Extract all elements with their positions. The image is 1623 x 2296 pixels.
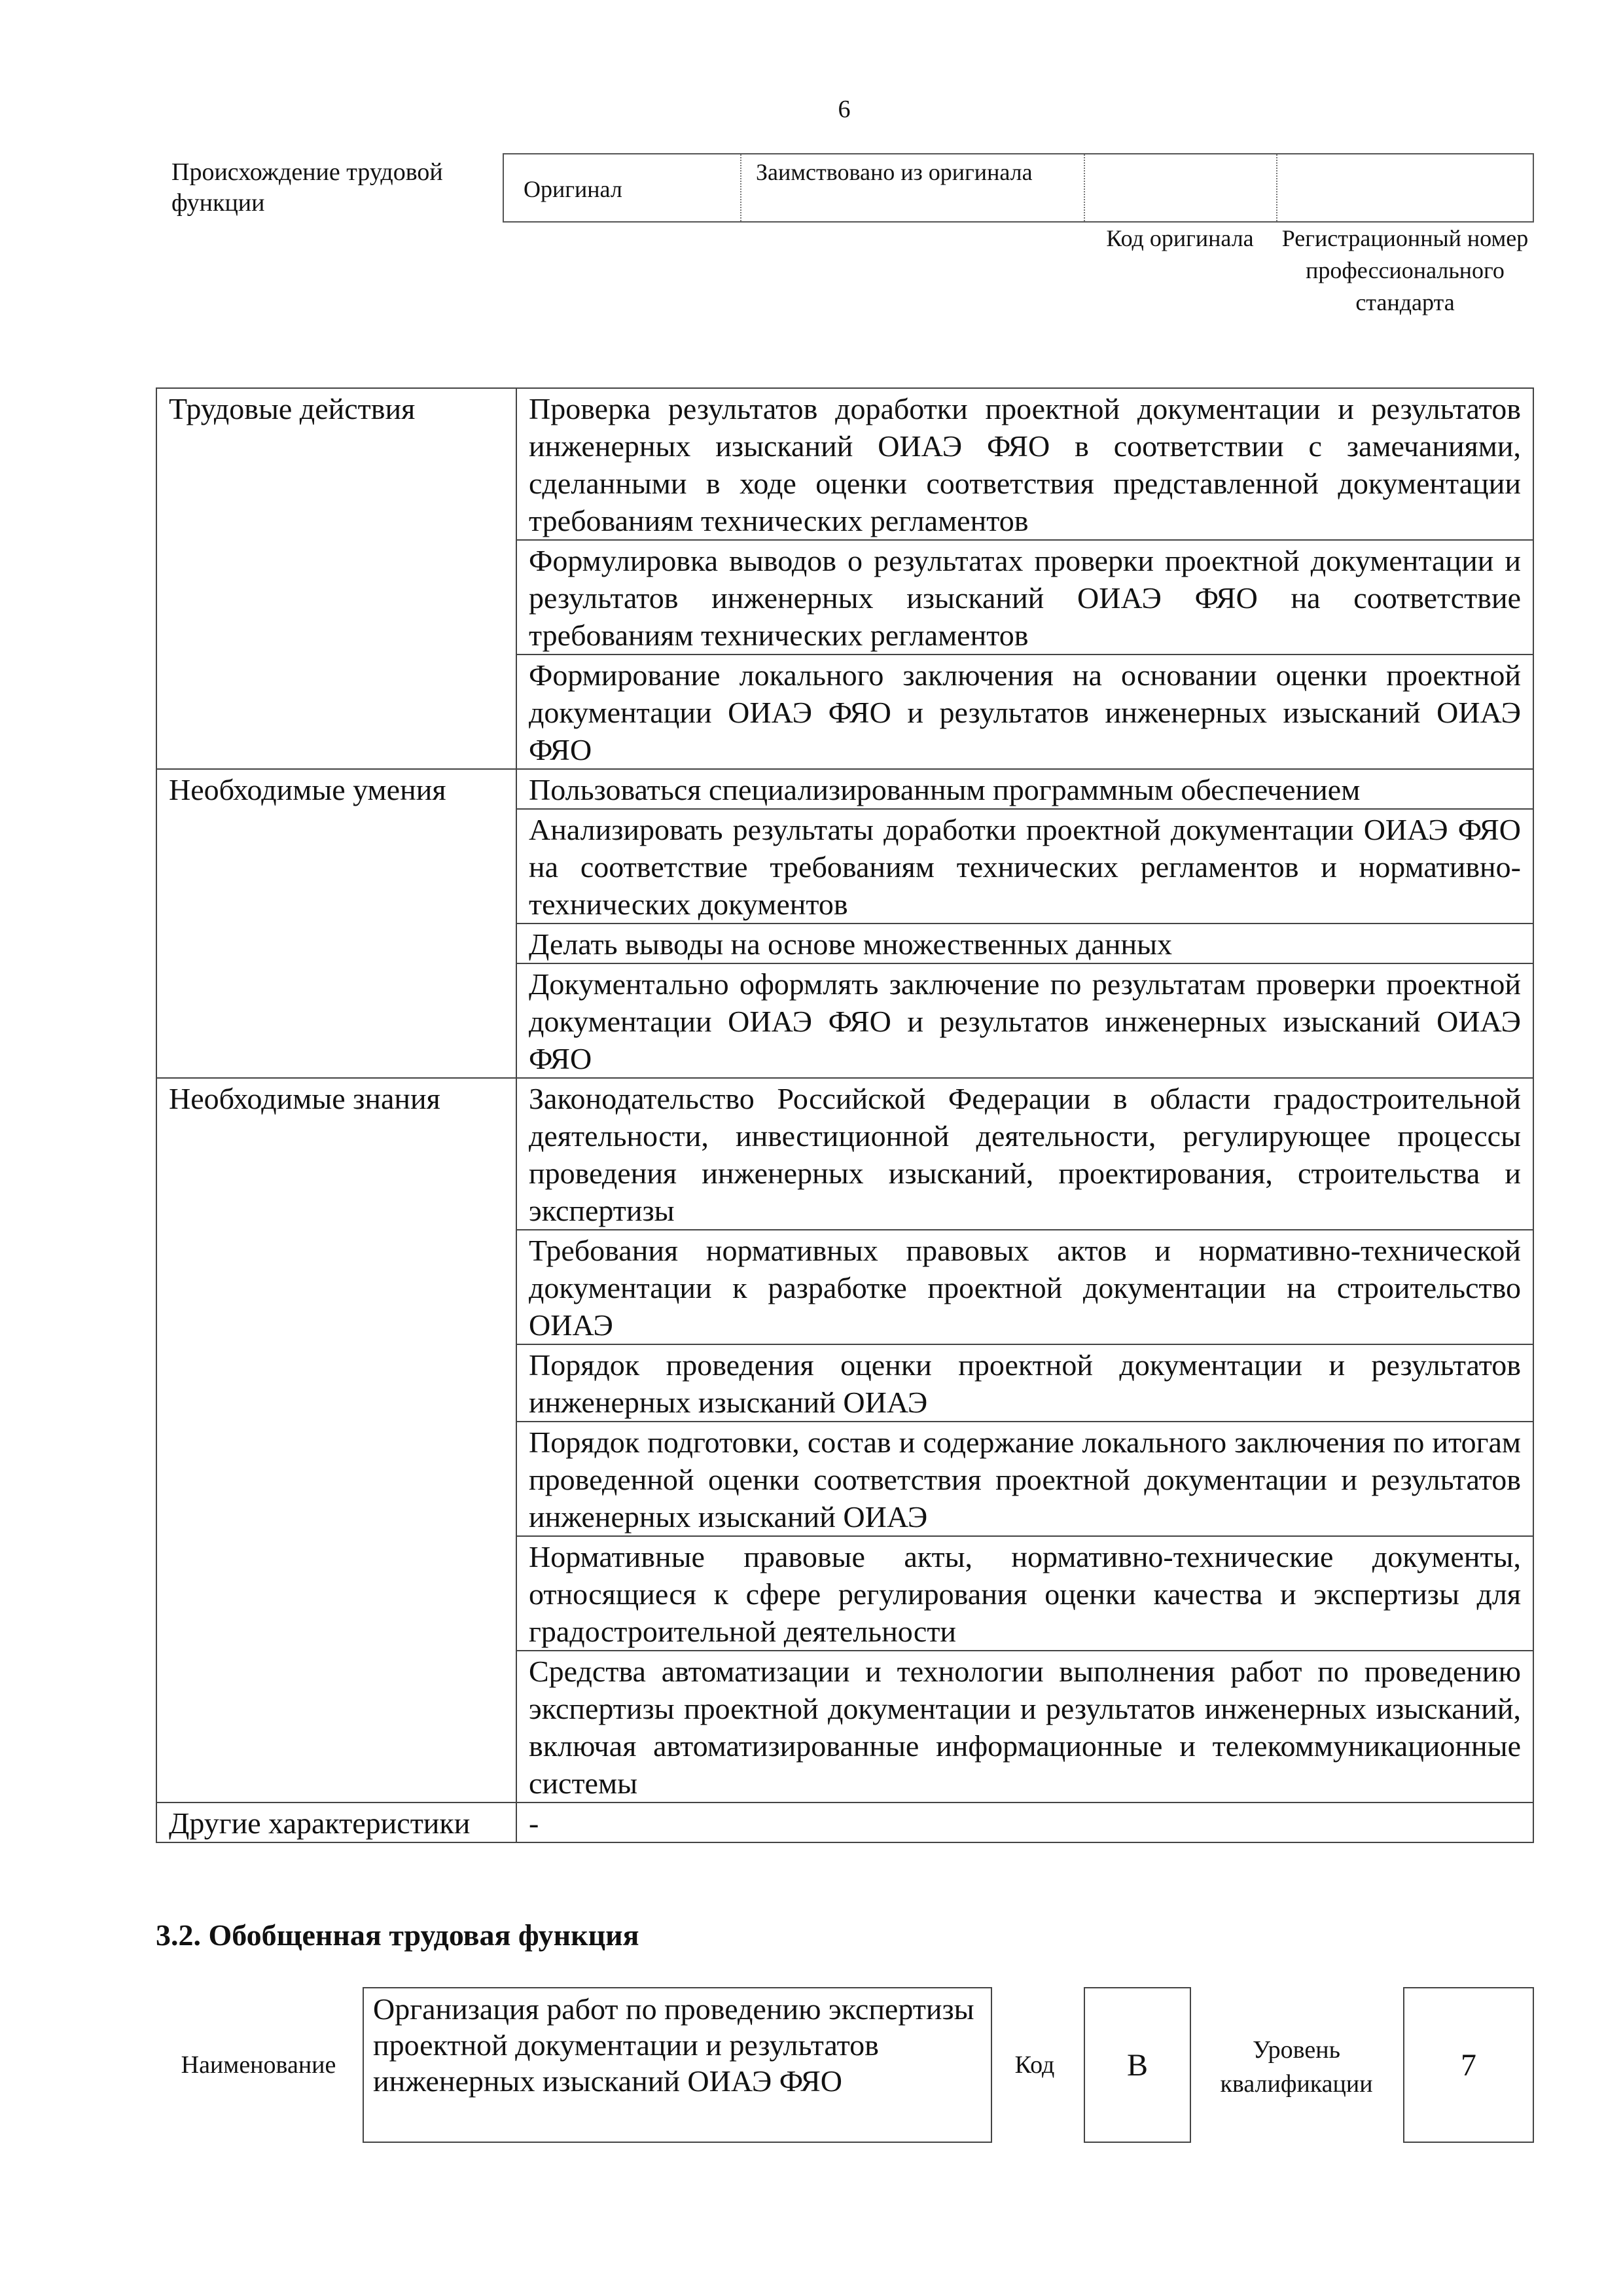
origin-code-caption: Код оригинала <box>1106 225 1254 251</box>
labor-action-item: Формирование локального заключения на основании оценки проектной документации ОИАЭ ФЯО и результатов инженерных изысканий ОИАЭ ФЯО <box>516 655 1533 769</box>
skills-label: Необходимые умения <box>156 769 516 1078</box>
name-label: Наименование <box>181 2051 336 2079</box>
skill-item: Пользоваться специализированным программным обеспечением <box>516 769 1533 809</box>
origin-table <box>503 153 1534 223</box>
table-row <box>156 1078 1533 1230</box>
knowledge-item: Нормативные правовые акты, нормативно-технические документы, относящиеся к сфере регулирования оценки качества и экспертизы для градостроительной деятельности <box>516 1536 1533 1651</box>
code-label: Код <box>1014 2051 1055 2079</box>
origin-original-cell: Оригинал <box>504 154 741 221</box>
labor-action-item: Формулировка выводов о результатах проверки проектной документации и результатов инженерных изысканий ОИАЭ ФЯО на соответствие требованиям технических регламентов <box>516 540 1533 655</box>
skill-item: Документально оформлять заключение по результатам проверки проектной документации ОИАЭ ФЯО и результатов инженерных изысканий ОИАЭ ФЯО <box>516 963 1533 1078</box>
origin-label: Происхождение трудовой функции <box>171 158 443 217</box>
table-row <box>156 388 1533 540</box>
knowledge-item: Порядок подготовки, состав и содержание локального заключения по итогам проведенной оценки соответствия проектной документации и результатов инженерных изысканий ОИАЭ <box>516 1422 1533 1536</box>
table-row <box>156 1803 1533 1842</box>
labor-action-item: Проверка результатов доработки проектной документации и результатов инженерных изысканий ОИАЭ ФЯО в соответствии с замечаниями, сделанными в ходе оценки соответствия представленной документации требованиям технических регламентов <box>516 388 1533 540</box>
origin-borrowed-cell: Заимствовано из оригинала <box>741 154 1085 221</box>
other-characteristics-value: - <box>516 1803 1533 1842</box>
skill-item: Делать выводы на основе множественных данных <box>516 924 1533 963</box>
knowledge-item: Средства автоматизации и технологии выполнения работ по проведению экспертизы проектной документации и результатов инженерных изысканий, включая автоматизированные информационные и телекоммуникационные системы <box>516 1651 1533 1803</box>
section-title: 3.2. Обобщенная трудовая функция <box>156 1918 639 1952</box>
knowledge-item: Законодательство Российской Федерации в области градостроительной деятельности, инвестиционной деятельности, регулирующее процессы проведения инженерных изысканий, проектирования, строительства и экспертизы <box>516 1078 1533 1230</box>
name-value: Организация работ по проведению экспертизы проектной документации и результатов инженерных изысканий ОИАЭ ФЯО <box>363 1987 992 2143</box>
knowledge-item: Порядок проведения оценки проектной документации и результатов инженерных изысканий ОИАЭ <box>516 1344 1533 1422</box>
origin-reg-caption: Регистрационный номер профессионального стандарта <box>1281 225 1529 315</box>
page-number: 6 <box>838 96 851 123</box>
labor-actions-label: Трудовые действия <box>156 388 516 769</box>
qualification-level-label: Уровень квалификации <box>1220 2036 1373 2098</box>
other-characteristics-label: Другие характеристики <box>156 1803 516 1842</box>
origin-code-cell <box>1085 154 1277 221</box>
labor-function-table <box>156 387 1534 1843</box>
knowledge-item: Требования нормативных правовых актов и нормативно-технической документации к разработке проектной документации на строительство ОИАЭ <box>516 1230 1533 1344</box>
knowledge-label: Необходимые знания <box>156 1078 516 1803</box>
qualification-level-value: 7 <box>1403 1987 1534 2143</box>
skill-item: Анализировать результаты доработки проектной документации ОИАЭ ФЯО на соответствие требованиям технических регламентов и нормативно-технических документов <box>516 809 1533 924</box>
table-row <box>156 769 1533 809</box>
origin-reg-number-cell <box>1277 154 1533 221</box>
code-value: B <box>1084 1987 1191 2143</box>
